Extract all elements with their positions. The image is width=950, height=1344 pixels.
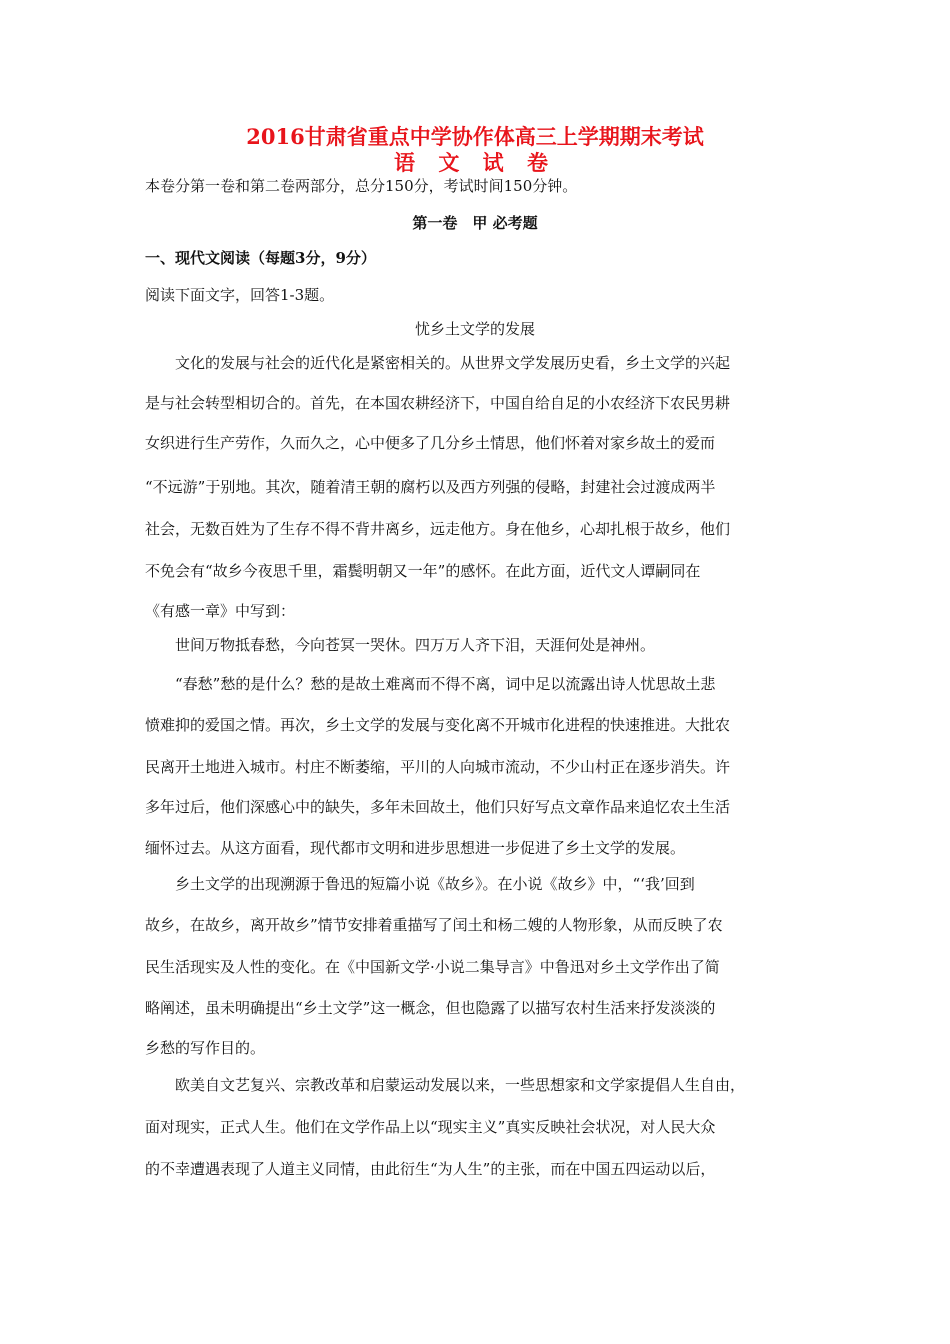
- article-line: 略阐述，虽未明确提出“乡土文学”这一概念，但也隐露了以描写农村生活来抒发淡淡的: [145, 999, 716, 1017]
- article-line: 民离开土地进入城市。村庄不断萎缩，平川的人向城市流动，不少山村正在逐步消失。许: [145, 758, 731, 776]
- article-line: 故乡，在故乡，离开故乡”情节安排着重描写了闰土和杨二嫂的人物形象，从而反映了农: [145, 916, 723, 934]
- exam-subtitle: 语 文 试 卷: [394, 150, 556, 175]
- article-line: 的不幸遭遇表现了人道主义同情，由此衍生“为人生”的主张，而在中国五四运动以后，: [145, 1160, 716, 1178]
- article-line: 愤难抑的爱国之情。再次，乡土文学的发展与变化离不开城市化进程的快速推进。大批农: [145, 716, 731, 734]
- exam-intro: 本卷分第一卷和第二卷两部分，总分150分，考试时间150分钟。: [145, 177, 578, 195]
- article-line: 女织进行生产劳作，久而久之，心中便多了几分乡土情思，他们怀着对家乡故土的爱而: [145, 434, 716, 452]
- article-line: “春愁”愁的是什么？愁的是故土难离而不得不离，词中足以流露出诗人忧思故土悲: [145, 675, 716, 693]
- article-line: 乡土文学的出现溯源于鲁迅的短篇小说《故乡》。在小说《故乡》中，“‘我’回到: [145, 875, 695, 893]
- article-line: 面对现实，正式人生。他们在文学作品上以“现实主义”真实反映社会状况，对人民大众: [145, 1118, 716, 1136]
- section-heading: 一、现代文阅读（每题3分，9分）: [145, 249, 376, 267]
- article-line: 社会，无数百姓为了生存不得不背井离乡，远走他方。身在他乡，心却扎根于故乡，他们: [145, 520, 731, 538]
- reading-instruction: 阅读下面文字，回答1-3题。: [145, 286, 335, 304]
- article-line: 多年过后，他们深感心中的缺失，多年未回故土，他们只好写点文章作品来追忆农土生活: [145, 798, 731, 816]
- poem-line: 世间万物抵春愁，今向苍冥一哭休。四万万人齐下泪，天涯何处是神州。: [145, 636, 656, 654]
- article-line: “不远游”于别地。其次，随着清王朝的腐朽以及西方列强的侵略，封建社会过渡成两半: [145, 478, 716, 496]
- article-line: 文化的发展与社会的近代化是紧密相关的。从世界文学发展历史看，乡土文学的兴起: [145, 354, 731, 372]
- article-line: 是与社会转型相切合的。首先，在本国农耕经济下，中国自给自足的小农经济下农民男耕: [145, 394, 731, 412]
- article-line: 《有感一章》中写到：: [145, 602, 296, 620]
- article-line: 不免会有“故乡今夜思千里，霜鬓明朝又一年”的感怀。在此方面，近代文人谭嗣同在: [145, 562, 701, 580]
- article-title: 忧乡土文学的发展: [414, 320, 535, 338]
- article-line: 民生活现实及人性的变化。在《中国新文学·小说二集导言》中鲁迅对乡土文学作出了简: [145, 958, 720, 976]
- volume-heading: 第一卷 甲 必考题: [412, 214, 538, 232]
- article-line: 缅怀过去。从这方面看，现代都市文明和进步思想进一步促进了乡土文学的发展。: [145, 839, 686, 857]
- article-line: 乡愁的写作目的。: [145, 1039, 266, 1057]
- article-line: 欧美自文艺复兴、宗教改革和启蒙运动发展以来，一些思想家和文学家提倡人生自由，: [145, 1076, 746, 1094]
- exam-title: 2016甘肃省重点中学协作体高三上学期期末考试: [246, 124, 704, 149]
